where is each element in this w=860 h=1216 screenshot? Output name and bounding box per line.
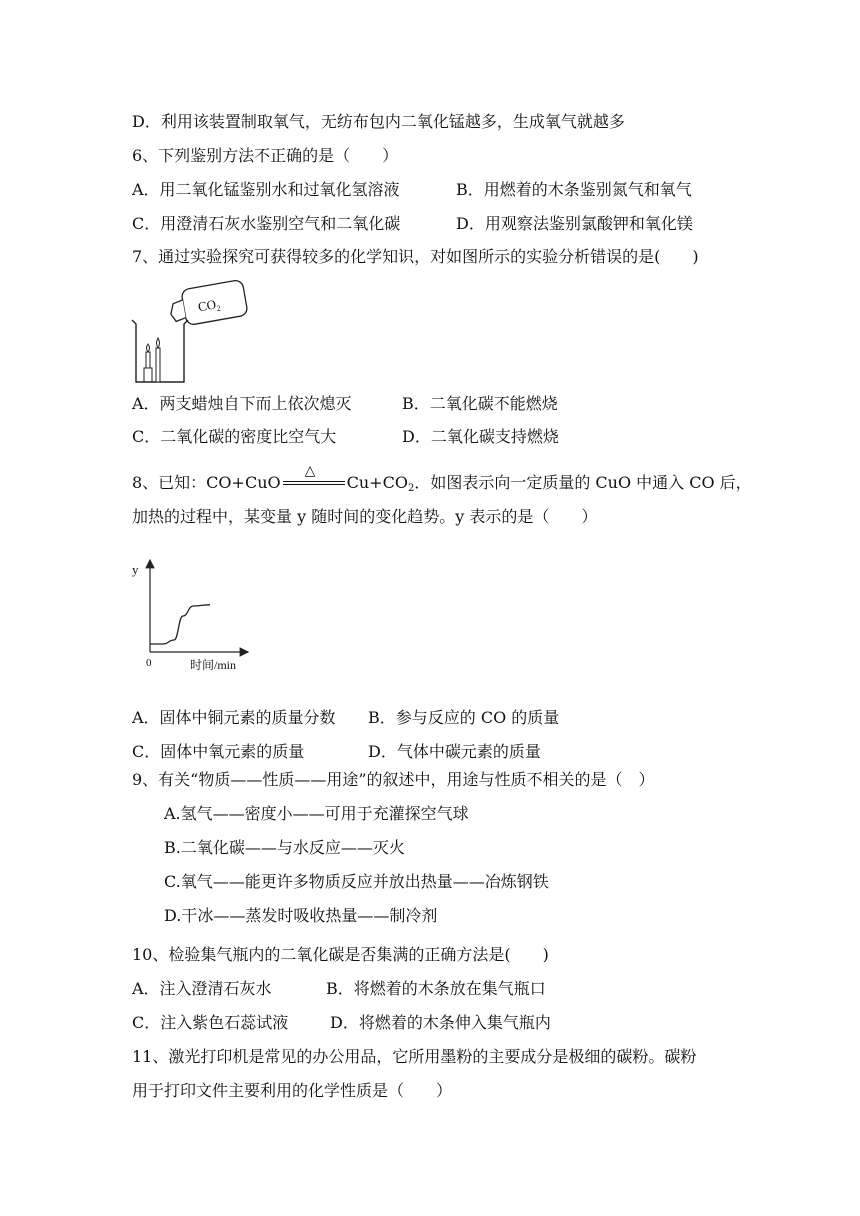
q8-stem-suffix-1: Cu+CO — [346, 473, 408, 492]
series-curve — [150, 605, 210, 644]
q7-option-d: D．二氧化碳支持燃烧 — [402, 427, 559, 446]
q8-option-c: C．固体中氧元素的质量 — [132, 742, 305, 761]
q11-line2: 用于打印文件主要利用的化学性质是（ ） — [132, 1081, 453, 1100]
q8-option-a: A．固体中铜元素的质量分数 — [132, 708, 336, 727]
reaction-arrow — [281, 463, 347, 493]
q9-option-c: C.氧气——能更许多物质反应并放出热量——冶炼钢铁 — [164, 872, 549, 891]
q9-option-d: D.干冰——蒸发时吸收热量——制冷剂 — [164, 906, 438, 925]
q10-option-d: D．将燃着的木条伸入集气瓶内 — [330, 1013, 551, 1032]
q8-graph — [126, 552, 256, 674]
co2-pouring-figure — [126, 278, 252, 386]
q7-stem: 7、通过实验探究可获得较多的化学知识，对如图所示的实验分析错误的是( ) — [132, 247, 699, 266]
q6-option-c: C．用澄清石灰水鉴别空气和二氧化碳 — [132, 214, 401, 233]
q7-option-a: A．两支蜡烛自下而上依次熄灭 — [132, 394, 352, 413]
q8-stem-line1 — [132, 463, 752, 494]
origin-label: 0 — [146, 657, 152, 669]
q10-stem: 10、检验集气瓶内的二氧化碳是否集满的正确方法是( ) — [132, 945, 549, 964]
q8-stem-line2: 加热的过程中，某变量 y 随时间的变化趋势。y 表示的是（ ） — [132, 507, 598, 526]
x-axis-label: 时间/min — [190, 658, 237, 672]
co2-bottle — [167, 279, 248, 328]
y-axis-label: y — [132, 562, 139, 577]
q6-option-d: D．用观察法鉴别氯酸钾和氧化镁 — [456, 214, 693, 233]
co2-label: $CO_2$ — [196, 296, 222, 315]
q8-stem-suffix-2: ．如图表示向一定质量的 CuO 中通入 CO 后， — [414, 473, 752, 492]
q8-option-b: B．参与反应的 CO 的质量 — [368, 708, 560, 727]
q10-option-b: B．将燃着的木条放在集气瓶口 — [326, 979, 546, 998]
q6-stem: 6、下列鉴别方法不正确的是（ ） — [132, 146, 399, 165]
candle-low — [146, 352, 150, 368]
q6-option-a: A．用二氧化锰鉴别水和过氧化氢溶液 — [132, 180, 400, 199]
q7-option-c: C．二氧化碳的密度比空气大 — [132, 427, 337, 446]
q10-option-a: A．注入澄清石灰水 — [132, 979, 272, 998]
q11-line1: 11、激光打印机是常见的办公用品，它所用墨粉的主要成分是极细的碳粉。碳粉 — [132, 1047, 697, 1066]
q9-option-b: B.二氧化碳——与水反应——灭火 — [164, 838, 405, 857]
q10-option-c: C．注入紫色石蕊试液 — [132, 1013, 289, 1032]
candle-high — [156, 348, 160, 382]
q5-option-d: D．利用该装置制取氧气，无纺布包内二氧化锰越多，生成氧气就越多 — [132, 112, 625, 131]
q9-stem: 9、有关“物质——性质——用途”的叙述中，用途与性质不相关的是（ ） — [132, 770, 655, 789]
heat-symbol: △ — [304, 463, 316, 479]
q8-option-d: D．气体中碳元素的质量 — [368, 742, 541, 761]
q9-option-a: A.氢气——密度小——可用于充灌探空气球 — [164, 804, 469, 823]
q6-option-b: B．用燃着的木条鉴别氮气和氧气 — [456, 180, 692, 199]
q7-option-b: B．二氧化碳不能燃烧 — [402, 394, 558, 413]
q8-stem-prefix: 8、已知：CO+CuO — [132, 473, 281, 492]
q8-stem-suffix-sub: 2 — [407, 483, 415, 494]
